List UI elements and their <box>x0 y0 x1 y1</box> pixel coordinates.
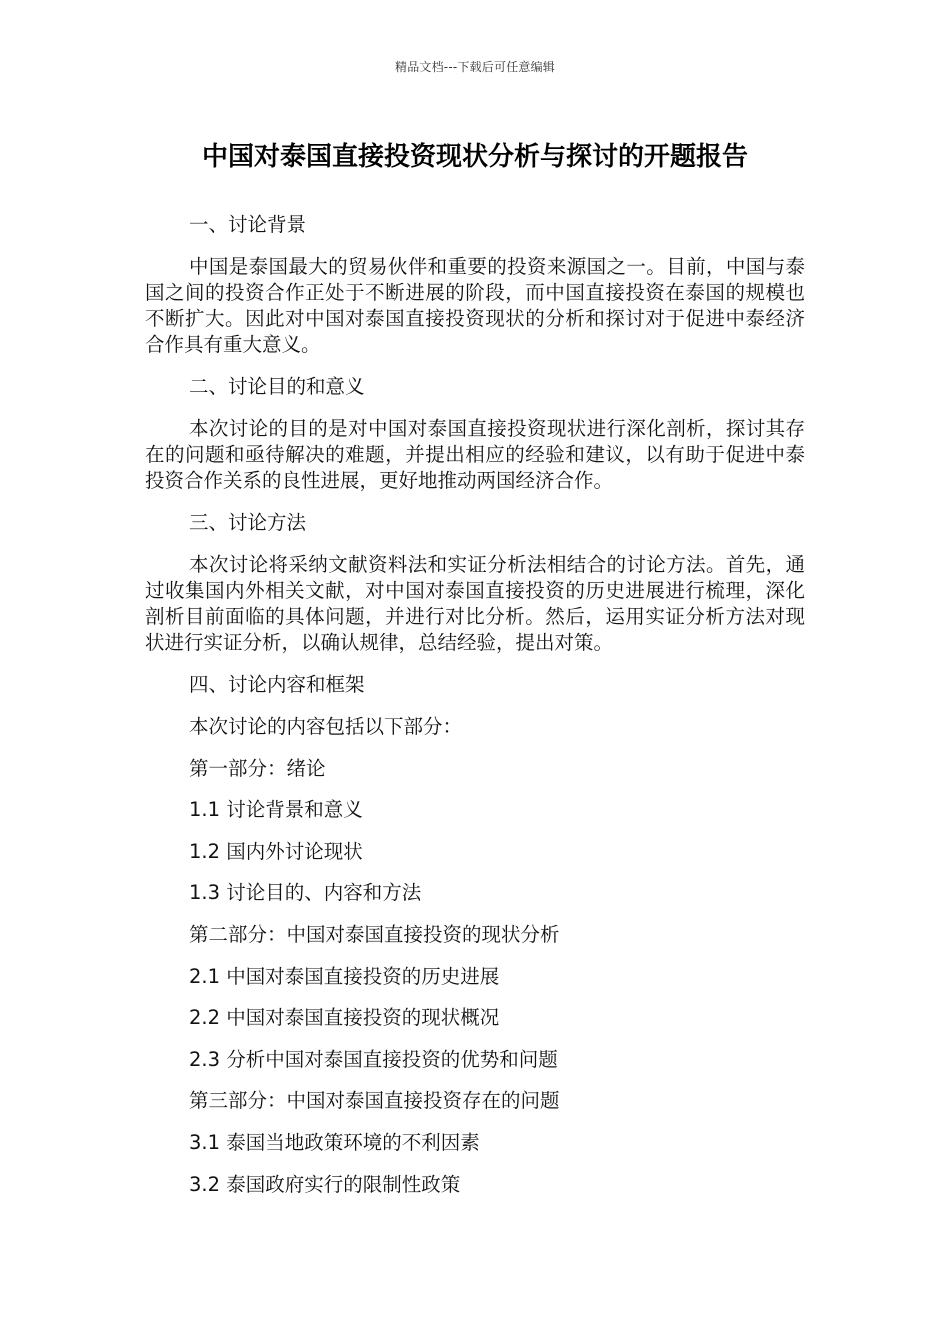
header-note: 精品文档---下载后可任意编辑 <box>395 60 555 74</box>
outline-subitem: 2.3 分析中国对泰国直接投资的优势和问题 <box>189 1047 558 1071</box>
outline-subitem: 1.2 国内外讨论现状 <box>189 839 363 863</box>
section-content-framework <box>145 672 805 1198</box>
section-heading: 一、讨论背景 <box>189 213 307 236</box>
outline-subitem: 1.1 讨论背景和意义 <box>189 798 363 822</box>
outline-subitem: 2.2 中国对泰国直接投资的现状概况 <box>189 1006 500 1030</box>
section-purpose <box>145 374 805 494</box>
outline-intro: 本次讨论的内容包括以下部分： <box>189 715 463 738</box>
section-background <box>145 212 805 358</box>
section-paragraph: 中国是泰国最大的贸易伙伴和重要的投资来源国之一。目前，中国与泰国之间的投资合作正处于不断进展的阶段，而中国直接投资在泰国的规模也不断扩大。因此对中国对泰国直接投资现状的分析和探讨对于促进中泰经济合作具有重大意义。 <box>145 255 805 356</box>
outline-part: 第一部分：绪论 <box>189 756 326 780</box>
outline-part: 第三部分：中国对泰国直接投资存在的问题 <box>189 1089 560 1113</box>
section-heading: 四、讨论内容和框架 <box>189 673 365 696</box>
section-paragraph: 本次讨论将采纳文献资料法和实证分析法相结合的讨论方法。首先，通过收集国内外相关文献，对中国对泰国直接投资的历史进展进行梳理，深化剖析目前面临的具体问题，并进行对比分析。然后，运用实证分析方法对现状进行实证分析，以确认规律，总结经验，提出对策。 <box>145 553 805 654</box>
outline-subitem: 3.2 泰国政府实行的限制性政策 <box>189 1172 461 1196</box>
section-heading: 三、讨论方法 <box>189 511 307 534</box>
document-title: 中国对泰国直接投资现状分析与探讨的开题报告 <box>201 142 748 172</box>
outline-part: 第二部分：中国对泰国直接投资的现状分析 <box>189 922 560 946</box>
outline-subitem: 1.3 讨论目的、内容和方法 <box>189 881 422 905</box>
section-paragraph: 本次讨论的目的是对中国对泰国直接投资现状进行深化剖析，探讨其存在的问题和亟待解决的难题，并提出相应的经验和建议，以有助于促进中泰投资合作关系的良性进展，更好地推动两国经济合作。 <box>145 417 805 492</box>
document-body <box>145 212 805 1213</box>
outline-subitem: 2.1 中国对泰国直接投资的历史进展 <box>189 964 500 988</box>
outline-subitem: 3.1 泰国当地政策环境的不利因素 <box>189 1130 480 1154</box>
section-heading: 二、讨论目的和意义 <box>189 375 365 398</box>
section-method <box>145 510 805 656</box>
